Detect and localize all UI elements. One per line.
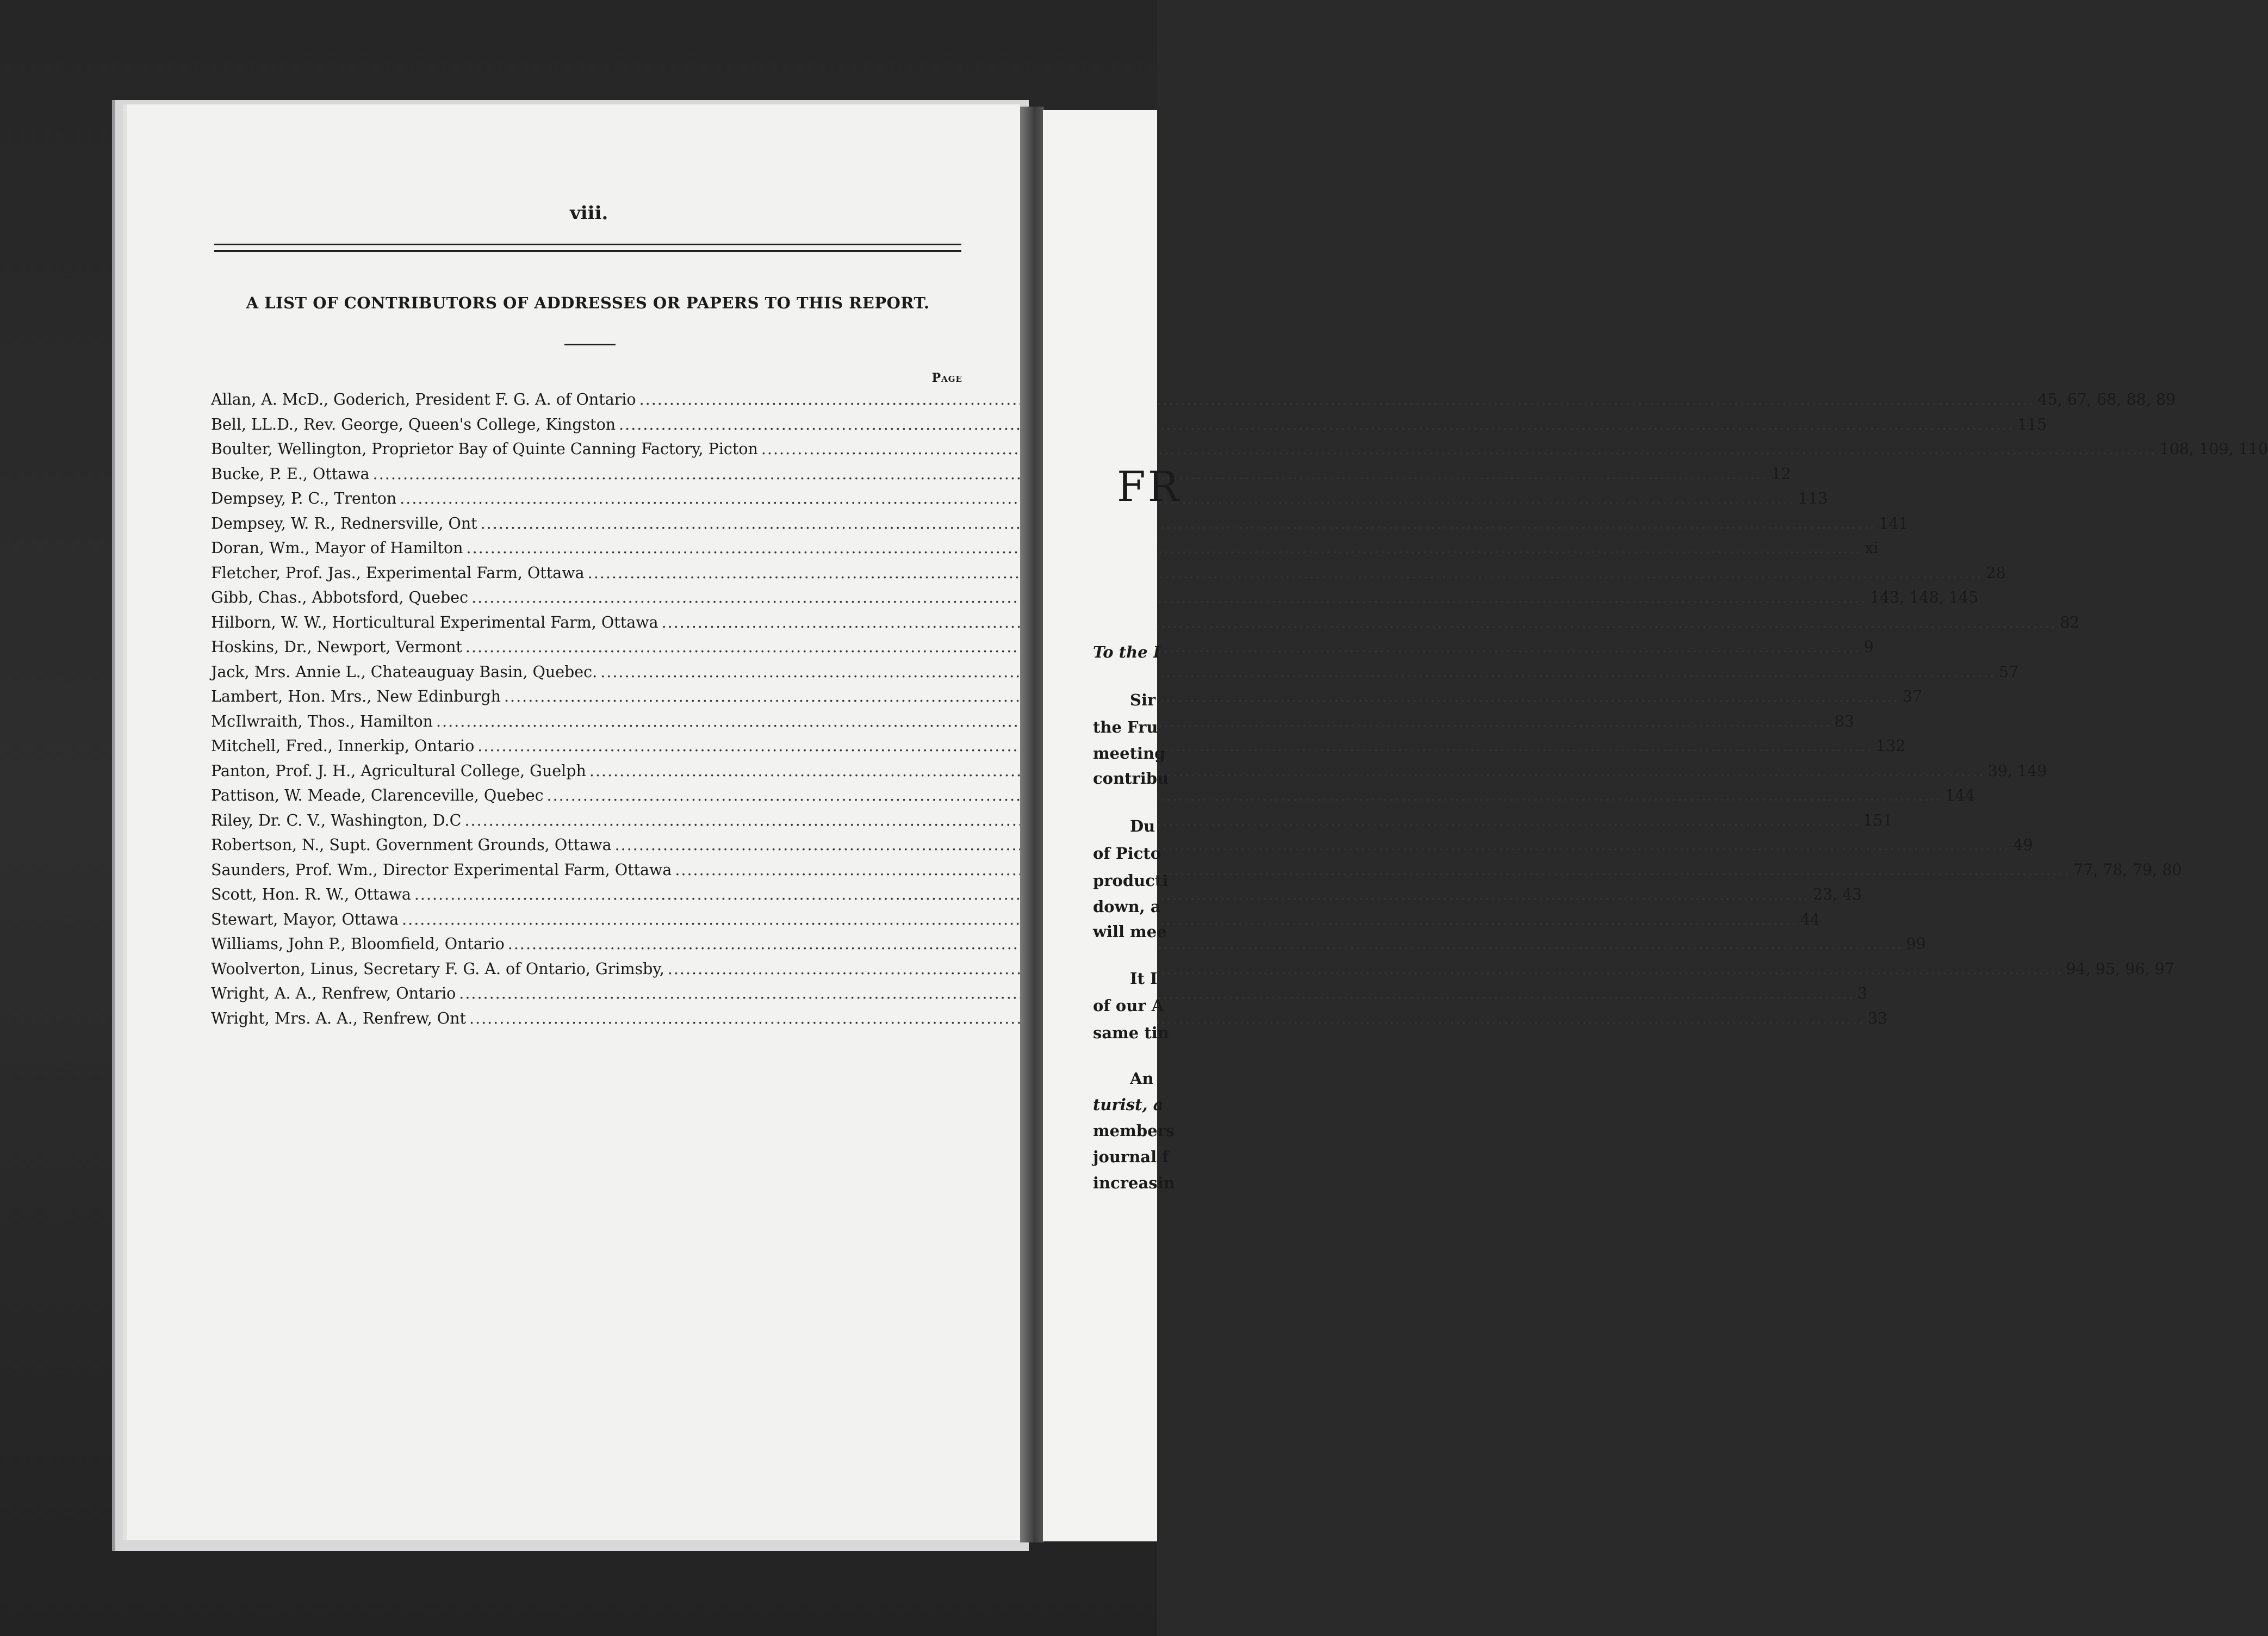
contributor-name: Wright, A. A., Renfrew, Ontario — [211, 984, 456, 1002]
page-references: 115 — [2017, 415, 2047, 433]
facing-line: same tin — [1093, 1024, 1169, 1042]
page-references: 113 — [1798, 489, 1828, 507]
page-references: xi — [1865, 539, 1879, 557]
dot-leader — [508, 932, 1903, 957]
dot-leader — [477, 734, 1873, 759]
dot-leader — [547, 783, 1942, 808]
contributor-name: Dempsey, P. C., Trenton — [211, 489, 397, 507]
page-references: 49 — [2013, 836, 2033, 854]
contributor-name: McIlwraith, Thos., Hamilton — [211, 712, 433, 730]
facing-line: the Fru — [1093, 718, 1158, 736]
contributor-name: Wright, Mrs. A. A., Renfrew, Ont — [211, 1009, 466, 1027]
page-references: 12 — [1771, 464, 1791, 483]
dot-leader — [465, 635, 1861, 660]
page-references: 144 — [1945, 786, 1975, 804]
dot-leader — [615, 833, 2010, 858]
facing-line: Sir — [1130, 691, 1156, 709]
page-number-text: viii. — [570, 202, 608, 224]
facing-line: increasin — [1093, 1174, 1175, 1192]
page-references: 3 — [1857, 984, 1868, 1002]
contributor-name: Dempsey, W. R., Rednersville, Ont — [211, 514, 477, 532]
contributor-name: Williams, John P., Bloomfield, Ontario — [211, 935, 505, 953]
page-references: 143, 148, 145 — [1869, 588, 1979, 606]
list-item — [211, 437, 2268, 462]
dot-leader — [668, 957, 2063, 982]
contributor-name: Saunders, Prof. Wm., Director Experimental Farm, Ottawa — [211, 860, 672, 879]
dot-leader — [639, 387, 2035, 412]
dot-leader — [675, 858, 2070, 883]
facing-salutation: To the I — [1093, 643, 1161, 661]
contributor-name: Hoskins, Dr., Newport, Vermont — [211, 638, 462, 656]
page-references: 94, 95, 96, 97 — [2066, 959, 2174, 978]
page-references: 151 — [1863, 811, 1893, 829]
list-item — [211, 561, 2006, 586]
contributor-name: Pattison, W. Meade, Clarenceville, Quebec — [211, 786, 544, 804]
page-references: 99 — [1906, 935, 1926, 953]
page-column-header: Page — [931, 371, 962, 385]
page-references: 83 — [1834, 712, 1854, 730]
contributor-name: Stewart, Mayor, Ottawa — [211, 910, 399, 928]
dot-leader — [467, 536, 1862, 561]
contributor-name: Lambert, Hon. Mrs., New Edinburgh — [211, 687, 501, 705]
contributor-name: Jack, Mrs. Annie L., Chateauguay Basin, Quebec. — [211, 662, 598, 681]
page-references: 82 — [2060, 613, 2080, 631]
page-references: 37 — [1902, 687, 1922, 705]
dot-leader — [761, 437, 2157, 462]
contributor-name: Scott, Hon. R. W., Ottawa — [211, 885, 411, 903]
page-references: 44 — [1800, 910, 1820, 928]
facing-line: down, a — [1093, 897, 1161, 916]
page-references: 141 — [1879, 514, 1909, 532]
contributor-name: Panton, Prof. J. H., Agricultural College, Guelph — [211, 761, 586, 780]
list-title: A LIST OF CONTRIBUTORS OF ADDRESSES OR PAPERS TO THIS REPORT. — [246, 294, 930, 312]
list-item — [211, 511, 1909, 536]
facing-line: meeting — [1093, 744, 1166, 763]
dot-leader — [600, 660, 1996, 685]
dot-leader — [588, 561, 1983, 586]
facing-line: of Picto — [1093, 844, 1161, 863]
book-gutter — [1020, 107, 1044, 1542]
page-references: 132 — [1876, 737, 1906, 755]
page-references: 39, 149 — [1987, 761, 2047, 780]
contributor-name: Doran, Wm., Mayor of Hamilton — [211, 539, 463, 557]
contributor-name: Bell, LL.D., Rev. George, Queen's College, Kingston — [211, 415, 616, 433]
dot-leader — [662, 610, 2057, 635]
contributor-name: Allan, A. McD., Goderich, President F. G. A. of Ontario — [211, 391, 636, 408]
page-references: 23, 43 — [1812, 885, 1862, 903]
page-references: 45, 67, 68, 88, 89 — [2037, 391, 2176, 408]
facing-line: will mee — [1093, 922, 1167, 941]
dot-leader — [619, 412, 2014, 437]
list-item — [211, 536, 1879, 561]
contributor-name: Bucke, P. E., Ottawa — [211, 464, 370, 483]
facing-line: of our A — [1093, 996, 1164, 1015]
list-item — [211, 783, 1975, 808]
facing-page-text — [1043, 110, 1181, 1541]
facing-line: turist, a — [1093, 1095, 1164, 1114]
page-references: 57 — [1998, 662, 2019, 681]
list-item — [211, 1006, 1887, 1031]
contributor-name: Robertson, N., Supt. Government Grounds, Ottawa — [211, 836, 612, 854]
contributor-name: Fletcher, Prof. Jas., Experimental Farm, Ottawa — [211, 563, 585, 582]
contributor-name: Riley, Dr. C. V., Washington, D.C — [211, 811, 462, 829]
facing-line: journal f — [1093, 1148, 1169, 1166]
list-item — [211, 610, 2080, 635]
list-item — [211, 412, 2047, 437]
double-rule — [214, 244, 961, 252]
dot-leader — [471, 585, 1867, 610]
contributor-name: Boulter, Wellington, Proprietor Bay of Quinte Canning Factory, Picton — [211, 440, 758, 458]
page-references: 28 — [1986, 563, 2006, 582]
facing-line: members — [1093, 1121, 1175, 1140]
facing-line: An — [1130, 1069, 1154, 1088]
list-item — [211, 585, 1979, 610]
facing-line: producti — [1093, 871, 1169, 890]
facing-line: It I — [1130, 969, 1158, 988]
short-rule — [564, 344, 616, 345]
contributor-name: Gibb, Chas., Abbotsford, Quebec — [211, 588, 469, 606]
dot-leader — [464, 808, 1860, 833]
list-item — [211, 932, 1926, 957]
contributor-name: Hilborn, W. W., Horticultural Experimental Farm, Ottawa — [211, 613, 658, 631]
contributor-name: Woolverton, Linus, Secretary F. G. A. of Ontario, Grimsby, — [211, 959, 664, 978]
facing-line: contribu — [1093, 769, 1169, 788]
page-references: 9 — [1863, 638, 1874, 656]
facing-line: Du — [1130, 817, 1155, 835]
list-item — [211, 387, 2176, 412]
dot-leader — [504, 684, 1899, 709]
dot-leader — [589, 759, 1985, 784]
list-item — [211, 660, 2019, 685]
page-references: 77, 78, 79, 80 — [2073, 860, 2182, 879]
page-references: 33 — [1867, 1009, 1887, 1027]
dot-leader — [481, 511, 1876, 536]
contributor-name: Mitchell, Fred., Innerkip, Ontario — [211, 737, 475, 755]
page-references: 108, 109, 110 — [2159, 440, 2268, 458]
facing-heading: FR — [1117, 462, 1181, 511]
